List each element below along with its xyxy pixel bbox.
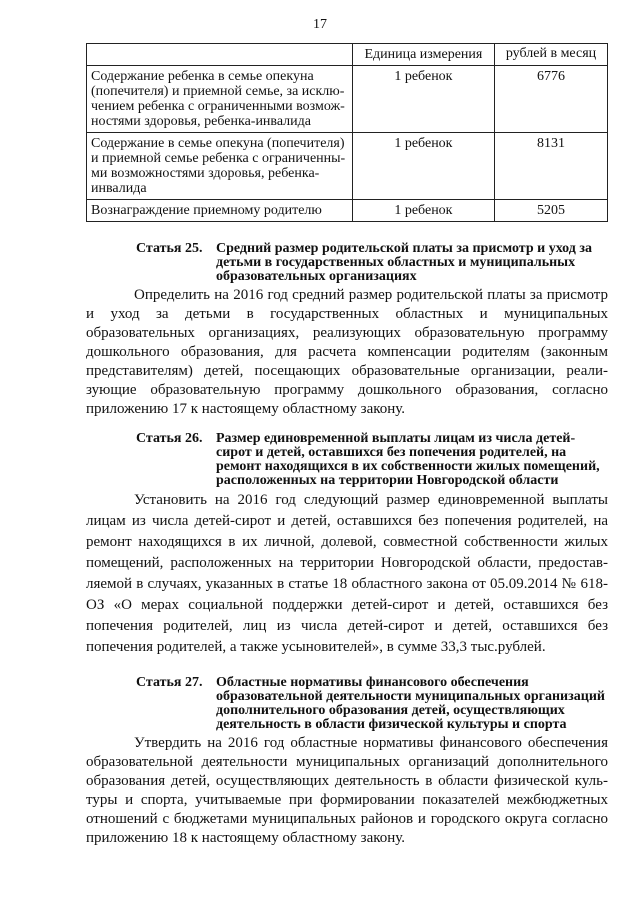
article-text: Определить на 2016 год средний размер родительской платы за присмотр и уход за детьми в государственных областных и муниципальных образовательных организациях, реализующих образовательную программу дошкольного образования, для расчета компенсации родителям (законным представителям) детей, посещающих образовательные организации, реали-зующие образовательную программу дошкольного образования, согласно приложению 17 к настоящему областному закону. — [86, 287, 608, 417]
table-header-blank — [87, 44, 353, 66]
table-cell-unit: 1 ребенок — [352, 200, 494, 222]
article-heading — [86, 676, 608, 732]
table-row — [87, 200, 608, 222]
table-cell-name: Содержание в семье опекуна (попечителя) и приемной семье ребенка с ограниченны-ми возможностями здоровья, ребенка-инвалида — [87, 133, 353, 200]
article-heading — [86, 432, 608, 488]
article-number: Статья 26. — [136, 431, 203, 446]
article-number: Статья 27. — [136, 675, 203, 690]
table-cell-value: 8131 — [495, 133, 608, 200]
page-number: 17 — [313, 17, 327, 32]
article-title: Средний размер родительской платы за присмотр и уход за детьми в государственных областных и муниципальных образовательных организациях — [216, 241, 592, 284]
table-cell-name: Вознаграждение приемному родителю — [87, 200, 353, 222]
article-number: Статья 25. — [136, 241, 203, 256]
article-25 — [86, 242, 608, 419]
article-text: Утвердить на 2016 год областные нормативы финансового обеспечения образовательной деятельности муниципальных организаций дополнительного образования детей, осуществляющих деятельность в области физической куль-туры и спорта, учитываемые при формировании показателей межбюджетных отношений с бюджетами муниципальных районов и городского округа согласно приложению 18 к настоящему областному закону. — [86, 735, 608, 846]
table-cell-value: 6776 — [495, 66, 608, 133]
table-cell-name: Содержание ребенка в семье опекуна (попечителя) и приемной семье, за исклю-чением ребенка с ограниченными возмож-ностями здоровья, ребенка-инвалида — [87, 66, 353, 133]
norms-table — [86, 43, 608, 222]
table-row — [87, 66, 608, 133]
table-row — [87, 133, 608, 200]
table-header-row — [87, 44, 608, 66]
table-cell-unit: 1 ребенок — [352, 133, 494, 200]
article-heading — [86, 242, 608, 284]
table-header-rubles: рублей в месяц — [495, 44, 608, 66]
article-title: Областные нормативы финансового обеспечения образовательной деятельности муниципальных организаций дополнительного образования детей, осуществляющих деятельность в области физической культуры и спорта — [216, 675, 605, 732]
table-cell-value: 5205 — [495, 200, 608, 222]
article-text: Установить на 2016 год следующий размер единовременной выплаты лицам из числа детей-сирот и детей, оставшихся без попечения родителей, на ремонт находящихся в их личной, долевой, совместной собственности жилых помещений, расположенных на территории Новгородской области, предостав-ляемой в случаях, указанных в статье 18 областного закона от 05.09.2014 № 618-ОЗ «О мерах социальной поддержки детей-сирот и детей, оставшихся без попечения родителей, лиц из числа детей-сирот и детей, оставшихся без попечения родителей, а также усыновителей», в сумме 33,3 тыс.рублей. — [86, 492, 608, 655]
article-26 — [86, 432, 608, 658]
table-cell-unit: 1 ребенок — [352, 66, 494, 133]
article-27 — [86, 676, 608, 848]
article-title: Размер единовременной выплаты лицам из числа детей-сирот и детей, оставшихся без попечения родителей, на ремонт находящихся в их собственности жилых помещений, расположенных на территории Новгородской области — [216, 431, 600, 488]
table-header-unit: Единица измерения — [352, 44, 494, 66]
